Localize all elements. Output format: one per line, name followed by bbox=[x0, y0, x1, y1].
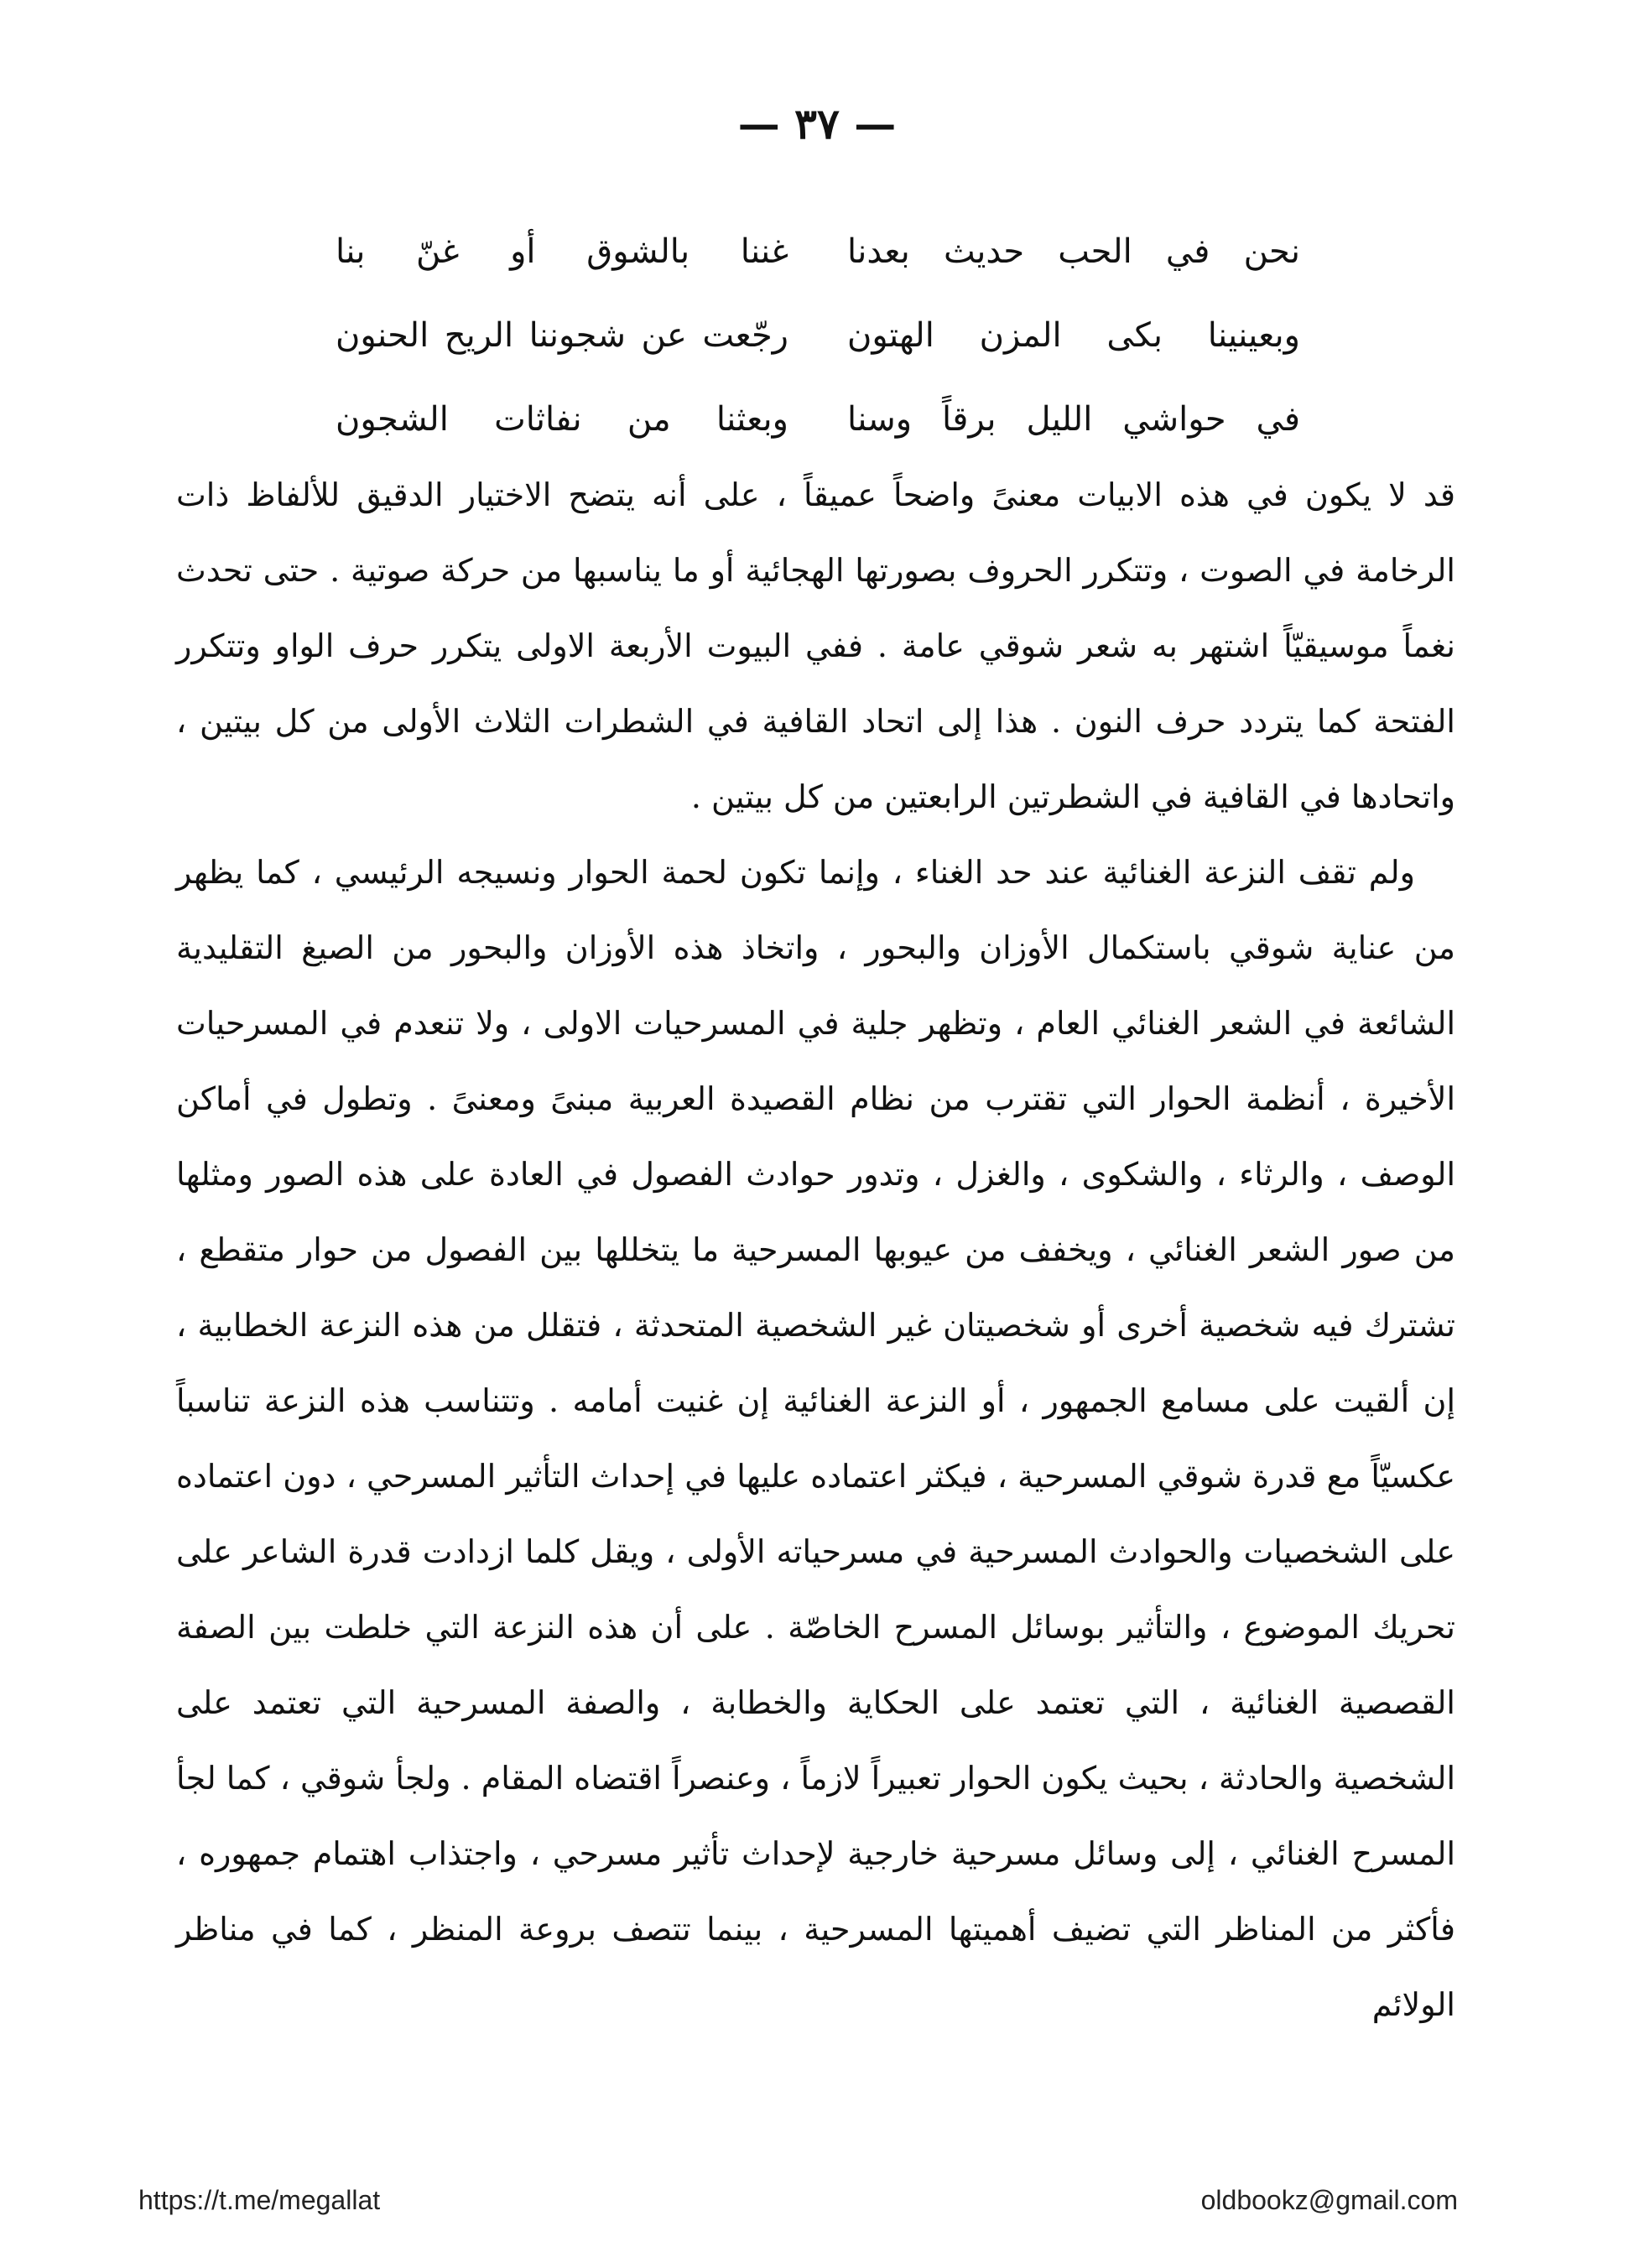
verse-3-first-hemistich: في حواشي الليل برقاً وسنا bbox=[847, 400, 1300, 439]
paragraph-1: قد لا يكون في هذه الابيات معنىً واضحاً عميقاً ، على أنه يتضح الاختيار الدقيق للألفاظ ذات الرخامة في الصوت ، وتتكرر الحروف بصورتها الهجائية أو ما يناسبها من حركة صوتية . حتى تحدث نغماً موسيقيّاً اشتهر به شعر شوقي عامة . ففي البيوت الأربعة الاولى يتكرر حرف الواو وتتكرر الفتحة كما يتردد حرف النون . هذا إلى اتحاد القافية في الشطرات الثلاث الأولى من كل بيتين ، واتحادها في القافية في الشطرتين الرابعتين من كل بيتين . bbox=[176, 476, 1455, 815]
poem-verses bbox=[336, 210, 1300, 461]
footer-telegram-link[interactable]: https://t.me/megallat bbox=[138, 2185, 381, 2215]
verse-1-first-hemistich: نحن في الحب حديث بعدنا bbox=[847, 232, 1300, 271]
paragraph-2: ولم تقف النزعة الغنائية عند حد الغناء ، وإنما تكون لحمة الحوار ونسيجه الرئيسي ، كما يظهر من عناية شوقي باستكمال الأوزان والبحور ، واتخاذ هذه الأوزان والبحور من الصيغ التقليدية الشائعة في الشعر الغنائي العام ، وتظهر جلية في المسرحيات الاولى ، ولا تنعدم في المسرحيات الأخيرة ، أنظمة الحوار التي تقترب من نظام القصيدة العربية مبنىً ومعنىً . وتطول في أماكن الوصف ، والرثاء ، والشكوى ، والغزل ، وتدور حوادث الفصول في العادة على هذه الصور ومثلها من صور الشعر الغنائي ، ويخفف من عيوبها المسرحية ما يتخللها بين الفصول من حوار متقطع ، تشترك فيه شخصية أخرى أو شخصيتان غير الشخصية المتحدثة ، فتقلل من هذه النزعة الخطابية ، إن ألقيت على مسامع الجمهور ، أو النزعة الغنائية إن غنيت أمامه . وتتناسب هذه النزعة تناسباً عكسيّاً مع قدرة شوقي المسرحية ، فيكثر اعتماده عليها في إحداث التأثير المسرحي ، دون اعتماده على الشخصيات والحوادث المسرحية في مسرحياته الأولى ، ويقل كلما ازدادت قدرة الشاعر على تحريك الموضوع ، والتأثير بوسائل المسرح الخاصّة . على أن هذه النزعة التي خلطت بين الصفة القصصية الغنائية ، التي تعتمد على الحكاية والخطابة ، والصفة المسرحية التي تعتمد على الشخصية والحادثة ، بحيث يكون الحوار تعبيراً لازماً ، وعنصراً اقتضاه المقام . ولجأ شوقي ، كما لجأ المسرح الغنائي ، إلى وسائل مسرحية خارجية لإحداث تأثير مسرحي ، واجتذاب اهتمام جمهوره ، فأكثر من المناظر التي تضيف أهميتها المسرحية ، بينما تتصف بروعة المنظر ، كما في مناظر الولائم bbox=[176, 854, 1455, 2023]
body-text bbox=[176, 457, 1455, 2042]
verse-3-second-hemistich: وبعثنا من نفاثات الشجون bbox=[336, 400, 788, 439]
verse-line-1 bbox=[336, 210, 1300, 294]
verse-line-2 bbox=[336, 294, 1300, 377]
page-number: — ٣٧ — bbox=[737, 99, 897, 148]
verse-2-first-hemistich: وبعينينا بكى المزن الهتون bbox=[847, 316, 1300, 355]
footer-email[interactable]: oldbookz@gmail.com bbox=[1200, 2185, 1458, 2215]
verse-2-second-hemistich: رجّعت عن شجوننا الريح الحنون bbox=[336, 316, 788, 355]
verse-line-3 bbox=[336, 377, 1300, 461]
verse-1-second-hemistich: غننا بالشوق أو غنّ بنا bbox=[336, 232, 788, 271]
